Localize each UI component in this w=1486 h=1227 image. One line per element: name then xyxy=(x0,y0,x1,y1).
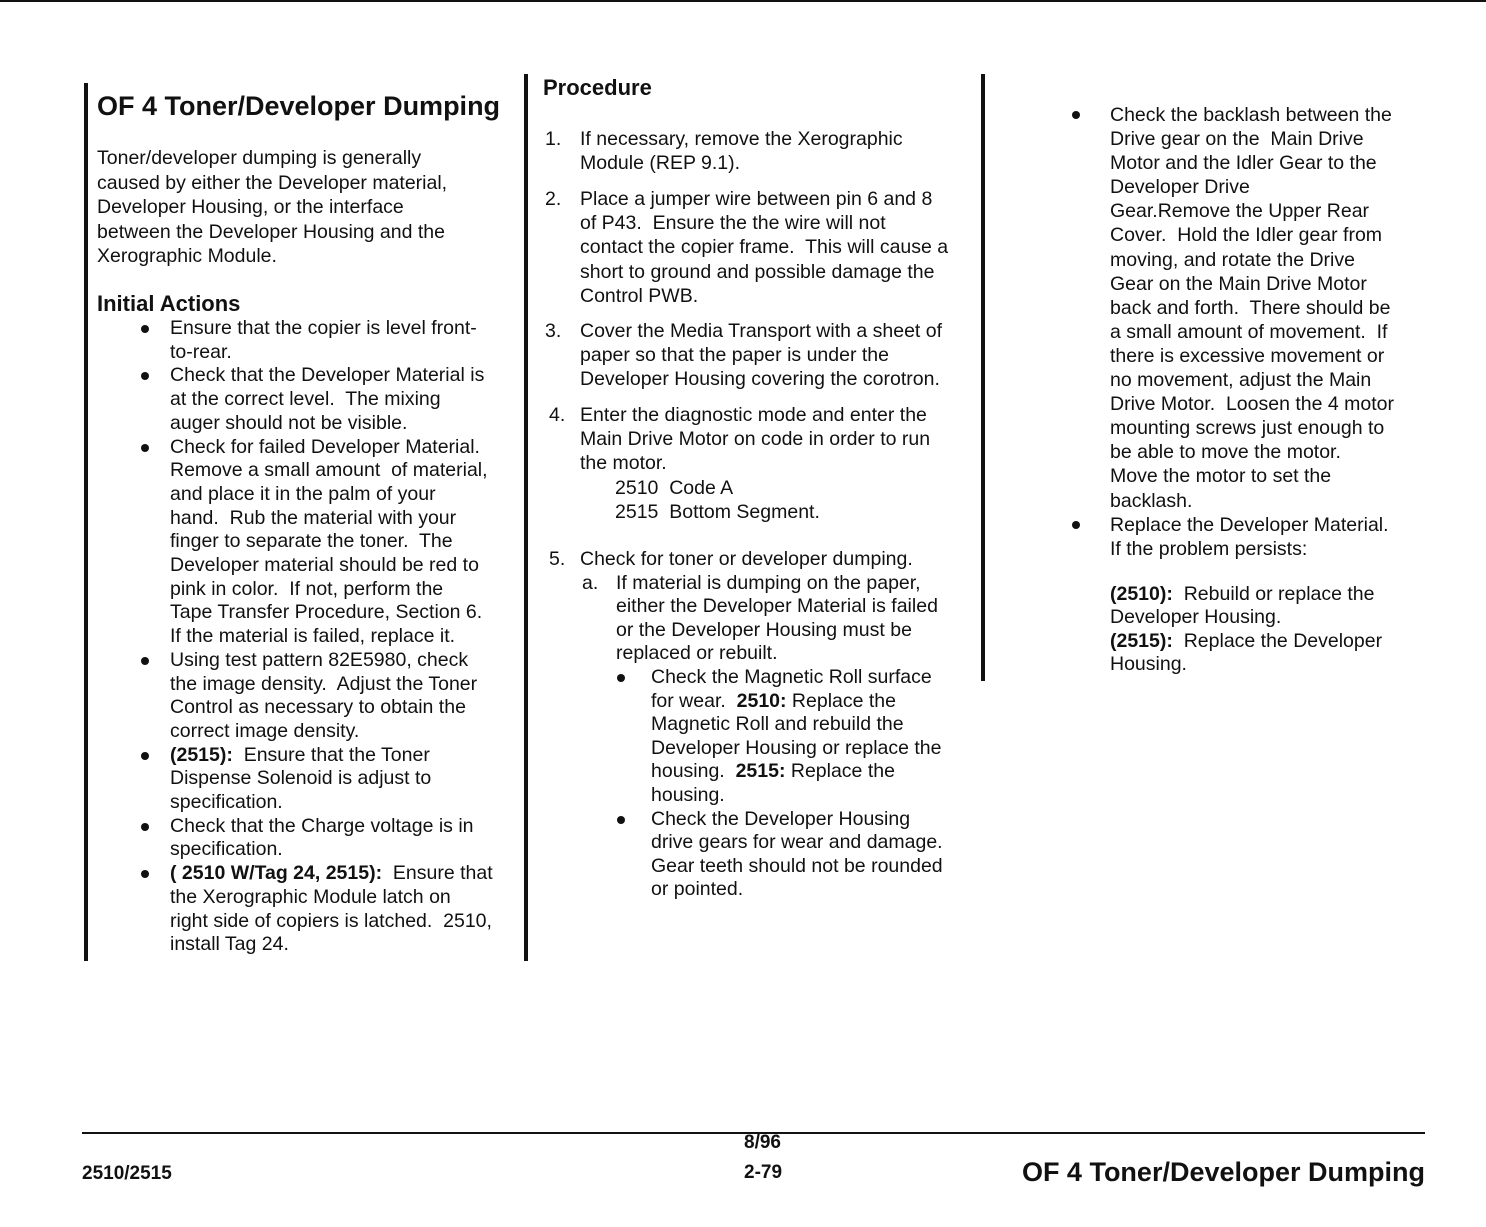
step-text: Check for toner or developer dumping. xyxy=(580,548,913,570)
bullet-icon xyxy=(141,372,149,380)
diagnostic-codes: 2510 Code A 2515 Bottom Segment. xyxy=(615,476,820,523)
model-qualifier: (2515): xyxy=(1110,629,1173,652)
check-item xyxy=(617,666,975,808)
initial-action-text xyxy=(170,862,493,957)
initial-action-text: Check that the Charge voltage is in specification. xyxy=(170,814,474,861)
initial-action-text xyxy=(170,744,493,815)
substep-checks xyxy=(617,666,975,902)
check-text: Check the Developer Housing drive gears for wear and damage. Gear teeth should not be rounded or pointed. xyxy=(651,807,943,901)
check-text: Check the backlash between the Drive gear on the Main Drive Motor and the Idler Gear to the Developer Drive Gear.Remove the Upper Rear Cover. Hold the Idler gear from moving, and rotate the Drive Gear on the Main Drive Motor back and forth. There should be a small amount of movement. If there is excessive movement or no movement, adjust the Main Drive Motor. Loosen the 4 motor mounting screws just enough to be able to move the motor. Move the motor to set the backlash. xyxy=(1110,104,1394,512)
step-text: Enter the diagnostic mode and enter the Main Drive Motor on code in order to run the motor. xyxy=(580,404,931,475)
step-number: 2. xyxy=(545,188,562,210)
step-text: Place a jumper wire between pin 6 and 8 of P43. Ensure the the wire will not contact the copier frame. This will cause a short to ground and possible damage the Control PWB. xyxy=(580,188,949,307)
footer-title: OF 4 Toner/Developer Dumping xyxy=(1021,1157,1425,1187)
resolution-body: Replace the Developer Housing. xyxy=(1110,629,1383,676)
initial-action-body: Ensure that the Toner Dispense Solenoid is adjust to specification. xyxy=(170,743,432,814)
model-qualifier: (2510): xyxy=(1110,583,1173,605)
middle-column-rule xyxy=(524,74,528,961)
resolution-text xyxy=(1110,583,1382,677)
check-item xyxy=(617,808,975,902)
procedure-step xyxy=(545,127,975,175)
procedure-heading: Procedure xyxy=(543,75,652,100)
step-number: 1. xyxy=(545,128,562,150)
footer-page-number: 2-79 xyxy=(744,1162,783,1183)
initial-action-item xyxy=(141,649,493,744)
bullet-icon xyxy=(617,674,625,682)
check-text xyxy=(651,666,975,808)
initial-action-item xyxy=(141,815,493,862)
bullet-icon xyxy=(141,657,149,665)
bullet-icon xyxy=(141,752,149,760)
initial-action-text: Check for failed Developer Material. Remove a small amount of material, and place it in the palm of your hand. Rub the material with your finger to separate the toner. The Developer material should be red to pink in color. If not, perform the Tape Transfer Procedure, Section 6. If the material is failed, replace it. xyxy=(170,435,488,648)
step-number: 3. xyxy=(545,320,562,342)
initial-actions-heading: Initial Actions xyxy=(97,291,241,316)
step-text: If necessary, remove the Xerographic Module (REP 9.1). xyxy=(580,128,903,175)
footer-model: 2510/2515 xyxy=(82,1163,172,1184)
initial-action-item xyxy=(141,436,493,649)
model-qualifier: (2515): xyxy=(170,743,233,766)
substep-letter: a. xyxy=(582,571,599,594)
intro-paragraph: Toner/developer dumping is generally caused by either the Developer material, Developer Housing, or the interface between the Developer Housing and the Xerographic Module. xyxy=(97,147,448,267)
bullet-icon xyxy=(141,444,149,452)
model-qualifier: 2510: xyxy=(736,689,787,712)
right-column-rule xyxy=(981,74,985,681)
resolution-body: Rebuild or replace the Developer Housing. xyxy=(1110,583,1375,629)
bullet-icon xyxy=(1072,521,1080,529)
step-text: Cover the Media Transport with a sheet of paper so that the paper is under the Developer Housing covering the corotron. xyxy=(580,320,943,391)
initial-action-text: Check that the Developer Material is at the correct level. The mixing auger should not be visible. xyxy=(170,364,485,434)
initial-action-item xyxy=(141,364,493,435)
check-item xyxy=(1072,513,1394,561)
model-qualifier: 2515: xyxy=(735,760,786,783)
bullet-icon xyxy=(141,870,149,878)
procedure-step xyxy=(545,187,975,308)
bullet-icon xyxy=(141,325,149,333)
step-number: 4. xyxy=(549,404,566,426)
header-rule xyxy=(0,0,1486,2)
bullet-icon xyxy=(141,823,149,831)
initial-action-text: Ensure that the copier is level front- to-rear. xyxy=(170,317,477,363)
page-title: OF 4 Toner/Developer Dumping xyxy=(97,91,501,121)
procedure-step xyxy=(545,548,975,902)
initial-actions-list xyxy=(141,317,493,957)
substep xyxy=(582,572,975,902)
procedure-step xyxy=(545,403,975,524)
procedure-step xyxy=(545,319,975,392)
initial-action-item xyxy=(141,744,493,815)
model-qualifier: ( 2510 W/Tag 24, 2515): xyxy=(170,862,383,885)
left-column-rule xyxy=(84,83,88,961)
check-text-part: Check the Magnetic Roll surface for wear. xyxy=(651,665,932,712)
step-number: 5. xyxy=(549,548,566,570)
bullet-icon xyxy=(617,816,625,824)
bullet-icon xyxy=(1072,111,1080,119)
footer-date: 8/96 xyxy=(744,1132,781,1153)
backlash-checks-list xyxy=(1072,103,1394,561)
check-text: Replace the Developer Material. If the problem persists: xyxy=(1110,513,1389,560)
substep-text: If material is dumping on the paper, either the Developer Material is failed or the Developer Housing must be replaced or rebuilt. xyxy=(616,571,938,665)
initial-action-body: Ensure that the Xerographic Module latch on right side of copiers is latched. 2510, install Tag 24. xyxy=(170,862,493,956)
check-text-part: Replace the housing. xyxy=(651,760,895,806)
initial-action-item xyxy=(141,317,493,364)
check-item xyxy=(1072,103,1394,513)
initial-action-text: Using test pattern 82E5980, check the image density. Adjust the Toner Control as necessary to obtain the correct image density. xyxy=(170,648,478,742)
initial-action-item xyxy=(141,862,493,957)
check-text-part: Replace the Magnetic Roll and rebuild the Developer Housing or replace the housing. xyxy=(651,689,942,783)
